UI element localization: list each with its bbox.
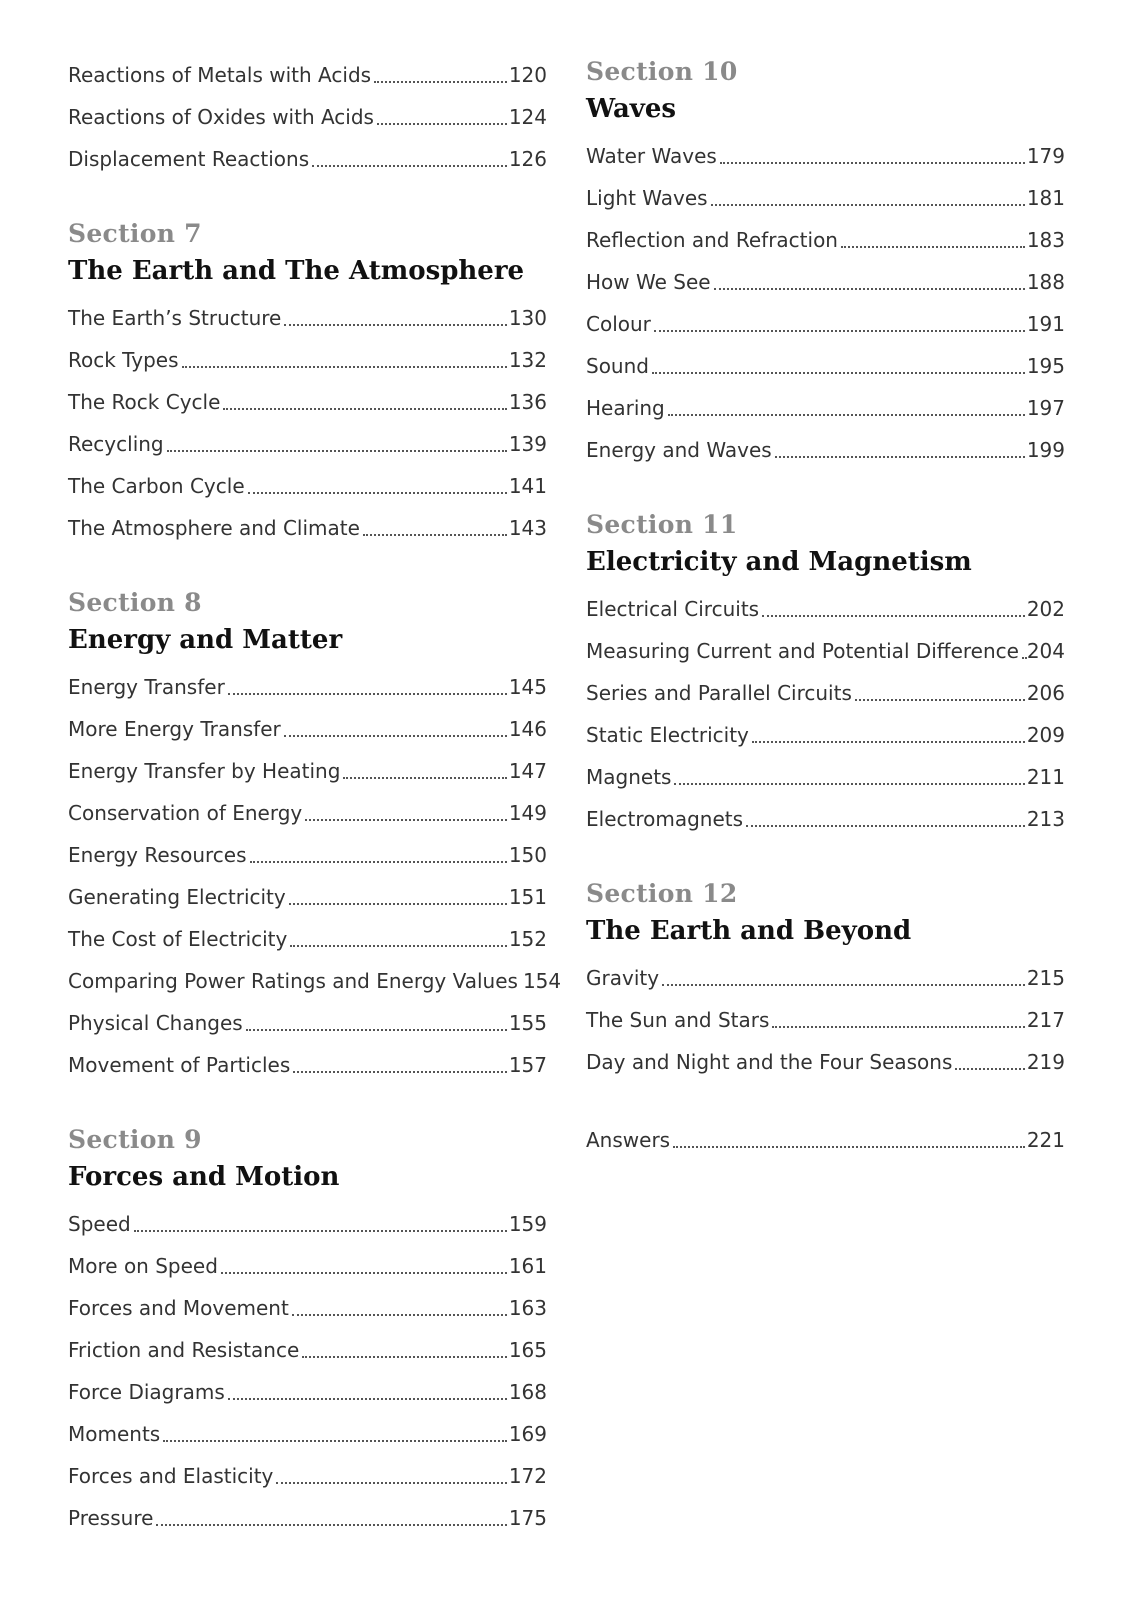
- dot-leader: [290, 945, 506, 947]
- toc-entry-title: Electromagnets: [586, 807, 744, 831]
- dot-leader: [714, 288, 1025, 290]
- dot-leader: [654, 330, 1025, 332]
- section-number: Section 9: [68, 1125, 202, 1154]
- toc-entry-title: Light Waves: [586, 186, 708, 210]
- toc-entry-reactions-of-oxides-with-acids[interactable]: [68, 96, 547, 138]
- toc-entry-title: Movement of Particles: [68, 1053, 291, 1077]
- toc-entry-forces-and-elasticity[interactable]: [68, 1455, 547, 1497]
- toc-page-number: 143: [508, 516, 547, 540]
- toc-entry-the-earth-s-structure[interactable]: [68, 297, 547, 339]
- dot-leader: [246, 1029, 507, 1031]
- section-number: Section 7: [68, 219, 202, 248]
- dot-leader: [673, 1146, 1025, 1148]
- toc-page-number: 136: [508, 390, 547, 414]
- dot-leader: [276, 1482, 506, 1484]
- toc-entry-title: The Sun and Stars: [586, 1008, 770, 1032]
- dot-leader: [167, 450, 507, 452]
- dot-leader: [182, 366, 507, 368]
- toc-entry-title: Pressure: [68, 1506, 154, 1530]
- toc-page-number: 159: [508, 1212, 547, 1236]
- dot-leader: [248, 492, 507, 494]
- section-title: Forces and Motion: [68, 1162, 340, 1192]
- toc-entry-title: Reflection and Refraction: [586, 228, 838, 252]
- toc-page-number: 157: [508, 1053, 547, 1077]
- toc-page-number: 161: [508, 1254, 547, 1278]
- dot-leader: [156, 1524, 506, 1526]
- toc-entry-movement-of-particles[interactable]: [68, 1044, 547, 1086]
- dot-leader: [855, 699, 1025, 701]
- toc-entry-title: More Energy Transfer: [68, 717, 281, 741]
- toc-entry-day-and-night-and-the-four-seasons[interactable]: [586, 1041, 1065, 1083]
- toc-page-number: 132: [508, 348, 547, 372]
- toc-entry-light-waves[interactable]: [586, 177, 1065, 219]
- toc-entry-title: Moments: [68, 1422, 161, 1446]
- toc-entry-generating-electricity[interactable]: [68, 876, 547, 918]
- toc-section-section-8: [68, 585, 562, 1086]
- toc-entry-title: Force Diagrams: [68, 1380, 225, 1404]
- toc-section-section-7: [68, 216, 547, 549]
- section-number: Section 10: [586, 57, 738, 86]
- toc-entry-energy-transfer[interactable]: [68, 666, 547, 708]
- toc-entry-title: How We See: [586, 270, 711, 294]
- toc-entry-title: More on Speed: [68, 1254, 218, 1278]
- toc-page-number: 197: [1026, 396, 1065, 420]
- toc-entry-title: Rock Types: [68, 348, 179, 372]
- toc-page-number: 202: [1026, 597, 1065, 621]
- dot-leader: [312, 165, 507, 167]
- toc-page-number: 120: [508, 63, 547, 87]
- toc-page-number: 188: [1026, 270, 1065, 294]
- dot-leader: [228, 1398, 507, 1400]
- section-title: Waves: [586, 94, 677, 124]
- toc-page-number: 206: [1026, 681, 1065, 705]
- section-title: Energy and Matter: [68, 625, 343, 655]
- toc-page-number: 130: [508, 306, 547, 330]
- toc-page-number: 169: [508, 1422, 547, 1446]
- dot-leader: [377, 123, 507, 125]
- toc-page-number: 124: [508, 105, 547, 129]
- toc-entry-the-atmosphere-and-climate[interactable]: [68, 507, 547, 549]
- toc-entry-title: Reactions of Metals with Acids: [68, 63, 372, 87]
- toc-entry-the-carbon-cycle[interactable]: [68, 465, 547, 507]
- toc-entry-hearing[interactable]: [586, 387, 1065, 429]
- toc-entry-title: Measuring Current and Potential Difference: [586, 639, 1019, 663]
- toc-entry-physical-changes[interactable]: [68, 1002, 547, 1044]
- dot-leader: [134, 1230, 507, 1232]
- toc-page-number: 126: [508, 147, 547, 171]
- dot-leader: [772, 1026, 1024, 1028]
- toc-page-number: 219: [1026, 1050, 1065, 1074]
- toc-entry-title: Hearing: [586, 396, 665, 420]
- toc-entry-title: Series and Parallel Circuits: [586, 681, 852, 705]
- toc-entry-more-on-speed[interactable]: [68, 1245, 547, 1287]
- section-number: Section 11: [586, 510, 738, 539]
- toc-entry-title: Energy Transfer by Heating: [68, 759, 341, 783]
- toc-page-number: 204: [1026, 639, 1065, 663]
- toc-entry-title: The Carbon Cycle: [68, 474, 245, 498]
- toc-entry-title: Energy Resources: [68, 843, 247, 867]
- section-title: The Earth and Beyond: [586, 916, 912, 946]
- toc-page-number: 141: [508, 474, 547, 498]
- toc-entry-energy-transfer-by-heating[interactable]: [68, 750, 547, 792]
- dot-leader: [223, 408, 506, 410]
- toc-page-number: 213: [1026, 807, 1065, 831]
- toc-page-number: 211: [1026, 765, 1065, 789]
- toc-entry-more-energy-transfer[interactable]: [68, 708, 547, 750]
- toc-entry-title: Gravity: [586, 966, 660, 990]
- toc-entry-title: Answers: [586, 1128, 671, 1152]
- toc-page-number: 165: [508, 1338, 547, 1362]
- toc-entry-displacement-reactions[interactable]: [68, 138, 547, 180]
- toc-entry-title: Electrical Circuits: [586, 597, 760, 621]
- toc-section-section-11: [586, 507, 1065, 840]
- toc-page-number: 215: [1026, 966, 1065, 990]
- toc-entry-reflection-and-refraction[interactable]: [586, 219, 1065, 261]
- right-column: [586, 54, 1065, 1161]
- toc-entry-title: Forces and Elasticity: [68, 1464, 274, 1488]
- answers-block: [586, 1119, 1065, 1161]
- section-number: Section 12: [586, 879, 738, 908]
- toc-page-number: 221: [1026, 1128, 1065, 1152]
- toc-page-number: 175: [508, 1506, 547, 1530]
- toc-page-number: 172: [508, 1464, 547, 1488]
- dot-leader: [289, 903, 507, 905]
- toc-entry-title: The Cost of Electricity: [68, 927, 288, 951]
- toc-entry-measuring-current-and-potential-difference[interactable]: [586, 630, 1065, 672]
- dot-leader: [305, 819, 507, 821]
- toc-page-number: 209: [1026, 723, 1065, 747]
- dot-leader: [302, 1356, 507, 1358]
- toc-entry-title: Day and Night and the Four Seasons: [586, 1050, 953, 1074]
- toc-entry-the-rock-cycle[interactable]: [68, 381, 547, 423]
- toc-page-number: 151: [508, 885, 547, 909]
- toc-entry-title: Comparing Power Ratings and Energy Values: [68, 969, 518, 993]
- toc-entry-title: Friction and Resistance: [68, 1338, 300, 1362]
- toc-entry-series-and-parallel-circuits[interactable]: [586, 672, 1065, 714]
- toc-page-number: 147: [508, 759, 547, 783]
- toc-entry-title: Energy and Waves: [586, 438, 772, 462]
- toc-entry-energy-and-waves[interactable]: [586, 429, 1065, 471]
- dot-leader: [746, 825, 1025, 827]
- dot-leader: [668, 414, 1025, 416]
- toc-entry-recycling[interactable]: [68, 423, 547, 465]
- toc-entry-sound[interactable]: [586, 345, 1065, 387]
- toc-entry-title: Generating Electricity: [68, 885, 286, 909]
- dot-leader: [292, 1314, 507, 1316]
- toc-page-number: 168: [508, 1380, 547, 1404]
- toc-page-number: 191: [1026, 312, 1065, 336]
- toc-entry-title: Colour: [586, 312, 651, 336]
- dot-leader: [1022, 657, 1025, 659]
- toc-entry-reactions-of-metals-with-acids[interactable]: [68, 54, 547, 96]
- toc-section-section-10: [586, 54, 1065, 471]
- section-title: Electricity and Magnetism: [586, 547, 972, 577]
- section-title: The Earth and The Atmosphere: [68, 256, 525, 286]
- toc-page-number: 155: [508, 1011, 547, 1035]
- toc-entry-electromagnets[interactable]: [586, 798, 1065, 840]
- dot-leader: [284, 735, 507, 737]
- continued-entries: [68, 54, 547, 180]
- toc-entry-title: Speed: [68, 1212, 131, 1236]
- left-column: [68, 54, 562, 1575]
- dot-leader: [250, 861, 507, 863]
- dot-leader: [652, 372, 1025, 374]
- toc-entry-title: Recycling: [68, 432, 164, 456]
- toc-section-section-9: [68, 1122, 547, 1539]
- dot-leader: [674, 783, 1024, 785]
- toc-entry-colour[interactable]: [586, 303, 1065, 345]
- toc-entry-rock-types[interactable]: [68, 339, 547, 381]
- dot-leader: [720, 162, 1025, 164]
- toc-entry-forces-and-movement[interactable]: [68, 1287, 547, 1329]
- dot-leader: [841, 246, 1025, 248]
- toc-page-number: 139: [508, 432, 547, 456]
- toc-entry-speed[interactable]: [68, 1203, 547, 1245]
- toc-entry-answers[interactable]: [586, 1119, 1065, 1161]
- toc-entry-electrical-circuits[interactable]: [586, 588, 1065, 630]
- toc-entry-title: Displacement Reactions: [68, 147, 310, 171]
- toc-entry-title: Static Electricity: [586, 723, 749, 747]
- toc-entry-title: The Rock Cycle: [68, 390, 221, 414]
- dot-leader: [711, 204, 1025, 206]
- toc-entry-title: Water Waves: [586, 144, 717, 168]
- dot-leader: [221, 1272, 507, 1274]
- dot-leader: [374, 81, 507, 83]
- toc-entry-the-sun-and-stars[interactable]: [586, 999, 1065, 1041]
- toc-entry-title: Forces and Movement: [68, 1296, 289, 1320]
- dot-leader: [762, 615, 1025, 617]
- toc-entry-title: Energy Transfer: [68, 675, 225, 699]
- toc-entry-force-diagrams[interactable]: [68, 1371, 547, 1413]
- section-number: Section 8: [68, 588, 202, 617]
- dot-leader: [343, 777, 506, 779]
- toc-entry-title: The Earth’s Structure: [68, 306, 282, 330]
- toc-entry-static-electricity[interactable]: [586, 714, 1065, 756]
- dot-leader: [775, 456, 1025, 458]
- toc-page-number: 183: [1026, 228, 1065, 252]
- toc-entry-moments[interactable]: [68, 1413, 547, 1455]
- toc-page-number: 179: [1026, 144, 1065, 168]
- toc-page-number: 145: [508, 675, 547, 699]
- dot-leader: [293, 1071, 507, 1073]
- toc-entry-friction-and-resistance[interactable]: [68, 1329, 547, 1371]
- dot-leader: [163, 1440, 507, 1442]
- toc-page-number: 150: [508, 843, 547, 867]
- toc-page-number: 217: [1026, 1008, 1065, 1032]
- toc-page-number: 146: [508, 717, 547, 741]
- toc-entry-the-cost-of-electricity[interactable]: [68, 918, 547, 960]
- toc-page-number: 154: [522, 969, 562, 993]
- toc-entry-title: Physical Changes: [68, 1011, 243, 1035]
- toc-entry-how-we-see[interactable]: [586, 261, 1065, 303]
- dot-leader: [284, 324, 506, 326]
- toc-entry-title: Reactions of Oxides with Acids: [68, 105, 374, 129]
- toc-entry-title: Sound: [586, 354, 649, 378]
- toc-entry-gravity[interactable]: [586, 957, 1065, 999]
- toc-page-number: 152: [508, 927, 547, 951]
- toc-entry-pressure[interactable]: [68, 1497, 547, 1539]
- toc-entry-title: Conservation of Energy: [68, 801, 303, 825]
- toc-entry-title: The Atmosphere and Climate: [68, 516, 360, 540]
- toc-page-number: 195: [1026, 354, 1065, 378]
- dot-leader: [752, 741, 1025, 743]
- dot-leader: [662, 984, 1025, 986]
- toc-entry-conservation-of-energy[interactable]: [68, 792, 547, 834]
- toc-entry-comparing-power-ratings-and-energy-values[interactable]: [68, 960, 562, 1002]
- dot-leader: [228, 693, 507, 695]
- toc-page-number: 163: [508, 1296, 547, 1320]
- toc-section-section-12: [586, 876, 1065, 1083]
- toc-page-number: 149: [508, 801, 547, 825]
- toc-page-number: 181: [1026, 186, 1065, 210]
- toc-entry-energy-resources[interactable]: [68, 834, 547, 876]
- toc-page-number: 199: [1026, 438, 1065, 462]
- toc-entry-water-waves[interactable]: [586, 135, 1065, 177]
- toc-entry-title: Magnets: [586, 765, 672, 789]
- dot-leader: [363, 534, 507, 536]
- dot-leader: [955, 1068, 1024, 1070]
- toc-entry-magnets[interactable]: [586, 756, 1065, 798]
